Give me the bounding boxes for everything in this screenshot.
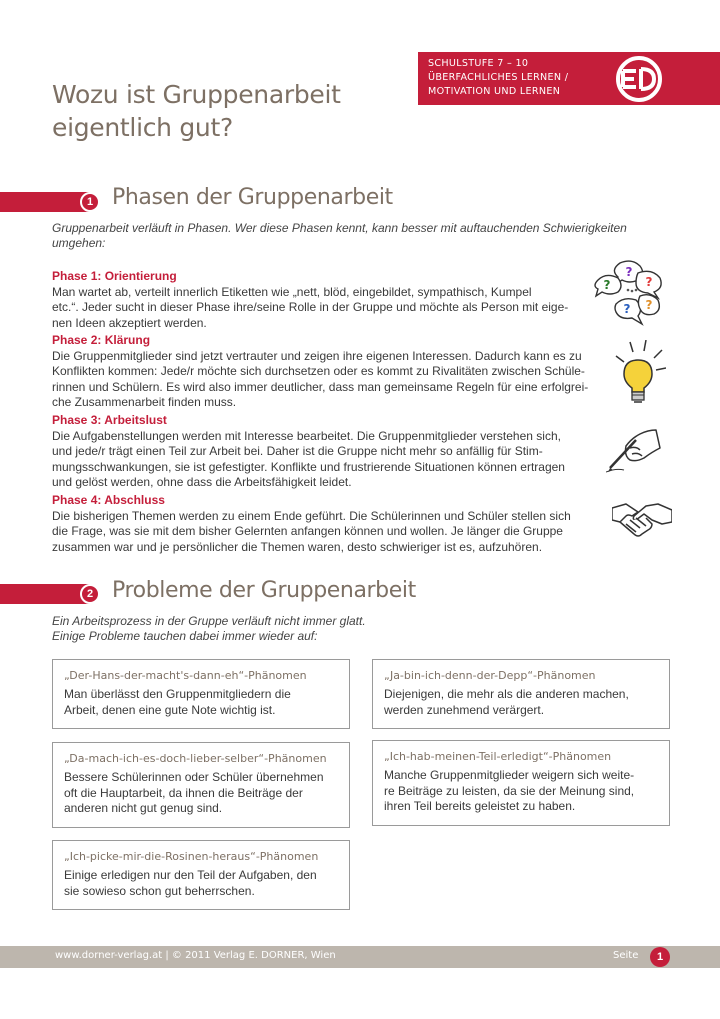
- phase-heading: Phase 4: Abschluss: [52, 493, 165, 507]
- phase-line: und jede/r trägt einen Teil zur Arbeit bei. Daher ist die Gruppe nicht mehr so anfällig für Stim-: [52, 444, 543, 459]
- footer-page-number: 1: [650, 947, 670, 967]
- problem-box: [52, 840, 350, 910]
- problem-line: Man überlässt den Gruppenmitgliedern die: [64, 687, 291, 701]
- publisher-logo: [614, 54, 664, 104]
- problem-line: Manche Gruppenmitglieder weigern sich weite-: [384, 768, 635, 782]
- writing-hand-icon: [606, 424, 662, 474]
- problem-box: [372, 740, 670, 826]
- section2-intro-line2: Einige Probleme tauchen dabei immer wieder auf:: [52, 629, 318, 643]
- problem-line: Arbeit, denen eine gute Note wichtig ist.: [64, 702, 276, 717]
- phase-2: [52, 333, 592, 411]
- problem-line: werden zunehmend verärgert.: [384, 702, 545, 717]
- problem-title: „Ich-hab-meinen-Teil-erledigt“-Phänomen: [384, 750, 612, 763]
- problem-title: „Der-Hans-der-macht's-dann-eh“-Phänomen: [64, 669, 307, 682]
- page-footer: [0, 946, 720, 968]
- problem-title: „Ja-bin-ich-denn-der-Depp“-Phänomen: [384, 669, 596, 682]
- section2-intro: [52, 614, 662, 644]
- problem-box: [52, 659, 350, 729]
- grade-badge: [418, 52, 720, 105]
- section1-title: Phasen der Gruppenarbeit: [112, 185, 393, 210]
- phase-line: nen Ideen akzeptiert werden.: [52, 315, 207, 330]
- problem-line: anderen nicht gut genug sind.: [64, 801, 223, 815]
- phase-line: Konflikten kommen: Jede/r möchte sich durchsetzen oder es kommt zu Rivalitäten zwischen Schüle-: [52, 364, 585, 379]
- speech-bubbles-icon: [592, 258, 668, 332]
- phase-4: [52, 493, 592, 555]
- problem-box: [372, 659, 670, 729]
- footer-page-label: Seite: [613, 950, 639, 961]
- phase-line: die Frage, was sie mit dem bisher Gelernten anfangen können und wollen. Je länger die Gruppe: [52, 524, 563, 539]
- page-title-line2: eigentlich gut?: [52, 113, 233, 142]
- phase-3: [52, 413, 592, 491]
- svg-text:?: ?: [625, 265, 633, 279]
- phase-line: Die Gruppenmitglieder sind jetzt vertrauter und zeigen ihre eigenen Interessen. Dadurch kann es zu: [52, 348, 582, 363]
- section2-title: Probleme der Gruppenarbeit: [112, 578, 416, 603]
- handshake-icon: [612, 498, 672, 544]
- section1-bar: [0, 192, 90, 212]
- svg-text:?: ?: [603, 278, 611, 292]
- badge-line2: ÜBERFACHLICHES LERNEN /: [428, 72, 569, 83]
- phase-line: che Zusammenarbeit finden muss.: [52, 395, 237, 410]
- problem-line: sie sowieso schon gut beherrschen.: [64, 883, 255, 898]
- svg-text:?: ?: [645, 275, 653, 289]
- phase-line: rinnen und Schülern. Es wird also immer deutlicher, dass man gemeinsame Regeln für eine erfolgrei-: [52, 379, 589, 394]
- phase-line: zusammen war und je persönlicher die Themen waren, desto schwieriger ist es, aufzuhören.: [52, 539, 543, 554]
- badge-text: [428, 57, 568, 99]
- section2-number: 2: [80, 584, 100, 604]
- phase-line: und gelöst werden, ohne dass die Arbeitsfähigkeit leidet.: [52, 475, 352, 490]
- phase-line: Die bisherigen Themen werden zu einem Ende geführt. Die Schülerinnen und Schüler stellen sich: [52, 508, 571, 523]
- page-title: [52, 78, 392, 144]
- page-title-line1: Wozu ist Gruppenarbeit: [52, 80, 341, 109]
- problem-line: Einige erledigen nur den Teil der Aufgaben, den: [64, 868, 317, 882]
- phase-1: [52, 269, 592, 331]
- problem-line: Bessere Schülerinnen oder Schüler übernehmen: [64, 770, 324, 784]
- phase-heading: Phase 3: Arbeitslust: [52, 413, 167, 427]
- problem-title: „Ich-picke-mir-die-Rosinen-heraus“-Phänomen: [64, 850, 319, 863]
- section2-bar: [0, 584, 90, 604]
- footer-credit[interactable]: www.dorner-verlag.at | © 2011 Verlag E. DORNER, Wien: [55, 950, 336, 961]
- phase-heading: Phase 1: Orientierung: [52, 269, 177, 283]
- problem-line: Diejenigen, die mehr als die anderen machen,: [384, 687, 629, 701]
- badge-line3: MOTIVATION UND LERNEN: [428, 86, 561, 97]
- section2-intro-line1: Ein Arbeitsprozess in der Gruppe verläuft nicht immer glatt.: [52, 614, 366, 628]
- phase-line: Man wartet ab, verteilt innerlich Etiketten wie „nett, blöd, eingebildet, sympathisch, Kumpel: [52, 284, 532, 299]
- problem-title: „Da-mach-ich-es-doch-lieber-selber“-Phänomen: [64, 752, 327, 765]
- phase-heading: Phase 2: Klärung: [52, 333, 151, 347]
- phase-line: mungsschwankungen, sie ist gefestigter. Konflikte und frustrierende Situationen können ertragen: [52, 459, 565, 474]
- svg-text:?: ?: [645, 298, 653, 312]
- badge-line1: SCHULSTUFE 7 – 10: [428, 58, 529, 69]
- lightbulb-icon: [610, 340, 666, 404]
- problem-box: [52, 742, 350, 828]
- problem-line: oft die Hauptarbeit, da ihnen die Beiträge der: [64, 785, 303, 800]
- phase-line: etc.“. Jeder sucht in dieser Phase ihre/seine Rolle in der Gruppe und möchte als Person mit eige-: [52, 300, 569, 315]
- problem-line: re Beiträge zu leisten, da sie der Meinung sind,: [384, 783, 635, 798]
- svg-text:?: ?: [623, 302, 631, 316]
- section1-number: 1: [80, 192, 100, 212]
- section1-intro: Gruppenarbeit verläuft in Phasen. Wer diese Phasen kennt, kann besser mit auftauchenden Schwierigkeiten umgehen:: [52, 221, 627, 250]
- phase-line: Die Aufgabenstellungen werden mit Interesse bearbeitet. Die Gruppenmitglieder verstehen sich,: [52, 428, 561, 443]
- problem-line: ihren Teil bereits geleistet zu haben.: [384, 799, 576, 813]
